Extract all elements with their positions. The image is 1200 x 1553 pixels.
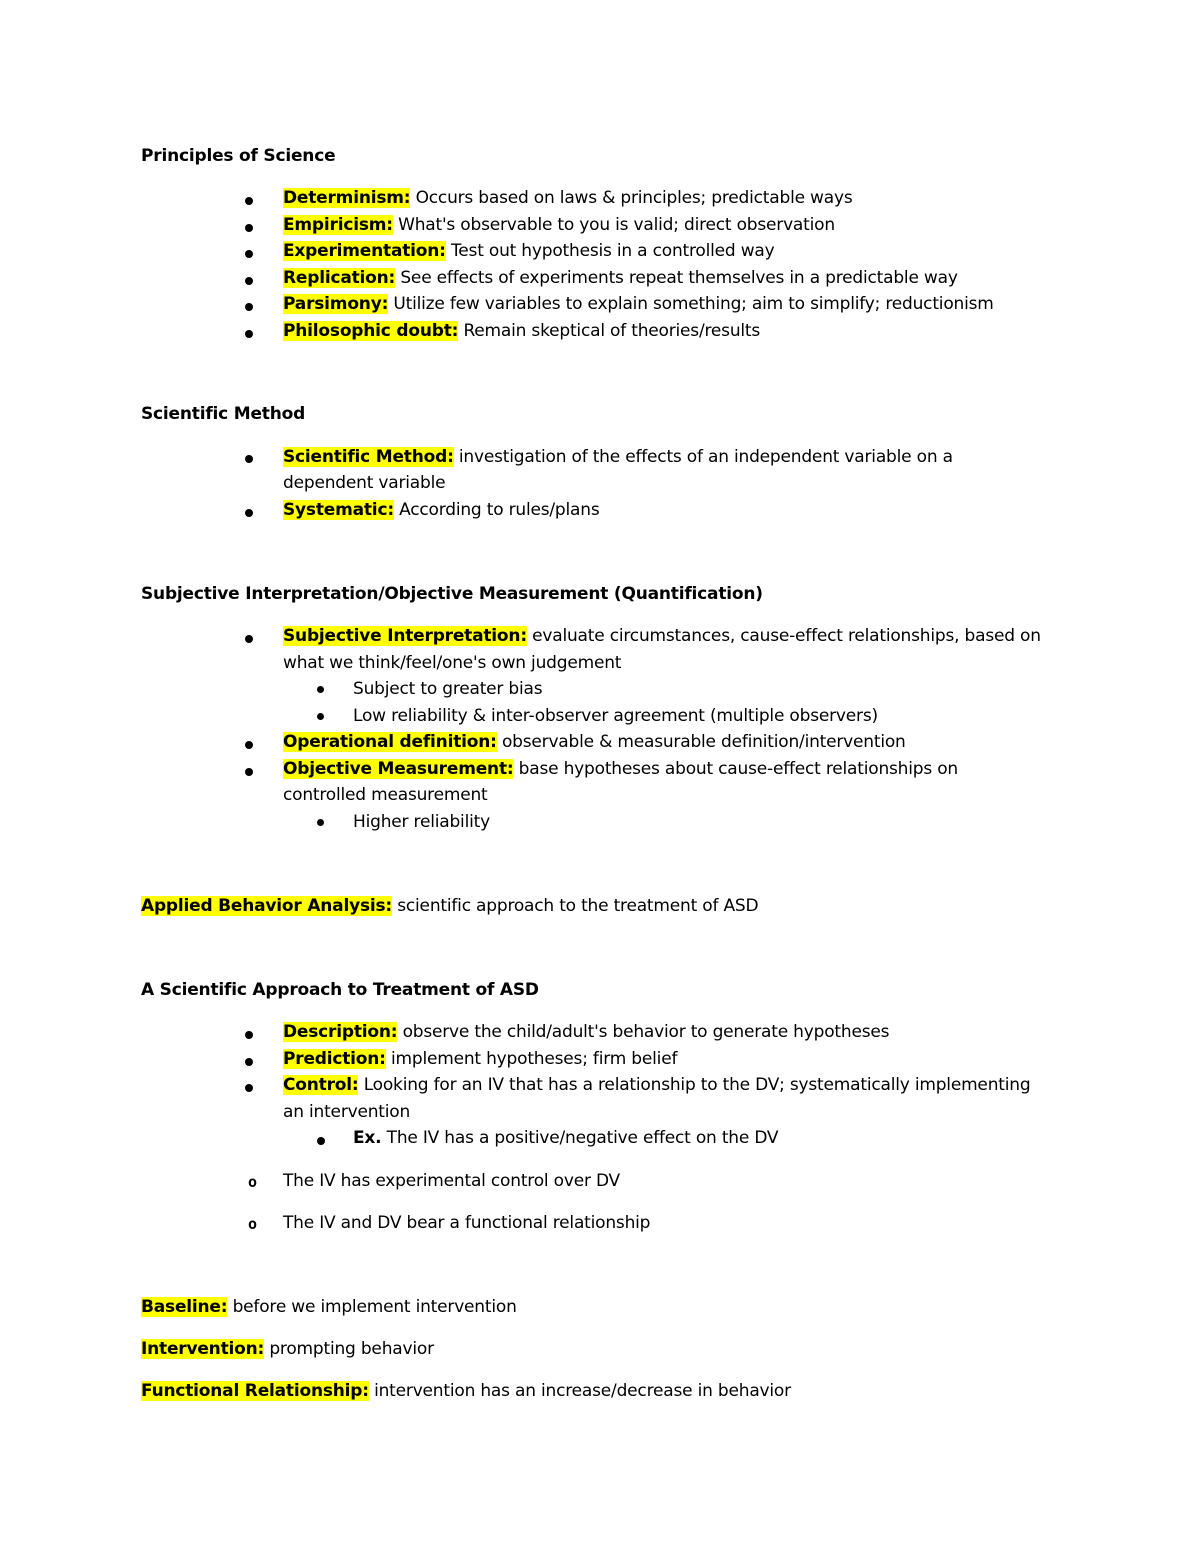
term-highlight: Control: <box>283 1075 359 1095</box>
list-item-objective-measurement <box>283 758 958 780</box>
term-highlight: Objective Measurement: <box>283 759 514 779</box>
term-highlight: Parsimony: <box>283 294 389 314</box>
term-highlight: Philosophic doubt: <box>283 321 459 341</box>
list-item-systematic <box>283 499 600 521</box>
bullet-icon <box>245 303 253 311</box>
term-highlight: Subjective Interpretation: <box>283 626 527 646</box>
item-text: Looking for an IV that has a relationship to the DV; systematically implementing <box>358 1075 1031 1095</box>
term-highlight: Prediction: <box>283 1049 386 1069</box>
term-highlight: Applied Behavior Analysis: <box>141 896 393 916</box>
bullet-icon <box>245 741 253 749</box>
section-title-scientific-approach: A Scientific Approach to Treatment of ASD <box>141 980 539 1000</box>
term-highlight: Replication: <box>283 268 396 288</box>
list-item-determinism <box>283 187 853 209</box>
bullet-icon <box>245 509 253 517</box>
list-item-control <box>283 1074 1030 1096</box>
o-list-item: The IV has experimental control over DV <box>283 1171 620 1191</box>
sub-list-item-example <box>353 1127 778 1149</box>
bullet-icon <box>245 197 253 205</box>
example-label: Ex. <box>353 1128 382 1148</box>
list-item-empiricism <box>283 214 835 236</box>
bullet-icon <box>245 250 253 258</box>
section-title-principles: Principles of Science <box>141 146 336 166</box>
item-text: before we implement intervention <box>227 1297 517 1317</box>
term-highlight: Experimentation: <box>283 241 446 261</box>
term-highlight: Determinism: <box>283 188 411 208</box>
term-highlight: Empiricism: <box>283 215 393 235</box>
list-item-philosophic-doubt <box>283 320 760 342</box>
bullet-icon <box>245 1058 253 1066</box>
bullet-icon <box>245 277 253 285</box>
list-item-operational-definition <box>283 731 906 753</box>
term-highlight: Operational definition: <box>283 732 497 752</box>
item-text: investigation of the effects of an independent variable on a <box>453 447 953 467</box>
list-item-continuation: dependent variable <box>283 473 446 493</box>
bullet-icon <box>245 1084 253 1092</box>
item-text: See effects of experiments repeat themselves in a predictable way <box>395 268 958 288</box>
bullet-icon <box>317 1137 325 1145</box>
sub-bullet-icon <box>317 819 324 826</box>
term-highlight: Baseline: <box>141 1297 228 1317</box>
list-item-continuation: controlled measurement <box>283 785 488 805</box>
item-text: According to rules/plans <box>393 500 600 520</box>
bullet-icon <box>245 224 253 232</box>
list-item-prediction <box>283 1048 677 1070</box>
term-highlight: Scientific Method: <box>283 447 454 467</box>
list-item-experimentation <box>283 240 775 262</box>
list-item-subjective-interpretation <box>283 625 1041 647</box>
section-title-subjective-objective: Subjective Interpretation/Objective Measurement (Quantification) <box>141 584 763 604</box>
o-list-item: The IV and DV bear a functional relationship <box>283 1213 651 1233</box>
list-item-continuation: an intervention <box>283 1102 411 1122</box>
definition-baseline <box>141 1296 517 1318</box>
sub-list-item: Subject to greater bias <box>353 679 543 699</box>
item-text: Remain skeptical of theories/results <box>458 321 761 341</box>
list-item-scientific-method <box>283 446 953 468</box>
list-item-continuation: what we think/feel/one's own judgement <box>283 653 622 673</box>
item-text: evaluate circumstances, cause-effect relationships, based on <box>526 626 1041 646</box>
item-text: What's observable to you is valid; direct observation <box>392 215 835 235</box>
o-bullet-icon: o <box>248 1173 258 1191</box>
definition-intervention <box>141 1338 434 1360</box>
item-text: observable & measurable definition/intervention <box>496 732 906 752</box>
bullet-icon <box>245 635 253 643</box>
bullet-icon <box>245 768 253 776</box>
item-text: intervention has an increase/decrease in behavior <box>368 1381 791 1401</box>
list-item-replication <box>283 267 958 289</box>
item-text: The IV has a positive/negative effect on the DV <box>381 1128 779 1148</box>
section-title-scientific-method: Scientific Method <box>141 404 306 424</box>
sub-list-item: Higher reliability <box>353 812 490 832</box>
item-text: prompting behavior <box>264 1339 434 1359</box>
term-highlight: Intervention: <box>141 1339 265 1359</box>
item-text: scientific approach to the treatment of ASD <box>392 896 759 916</box>
definition-aba <box>141 895 758 917</box>
item-text: implement hypotheses; firm belief <box>385 1049 678 1069</box>
item-text: Test out hypothesis in a controlled way <box>445 241 775 261</box>
list-item-description <box>283 1021 889 1043</box>
list-item-parsimony <box>283 293 994 315</box>
sub-list-item: Low reliability & inter-observer agreement (multiple observers) <box>353 706 878 726</box>
sub-bullet-icon <box>317 713 324 720</box>
o-bullet-icon: o <box>248 1215 258 1233</box>
item-text: Utilize few variables to explain something; aim to simplify; reductionism <box>388 294 994 314</box>
item-text: observe the child/adult's behavior to generate hypotheses <box>397 1022 890 1042</box>
term-highlight: Systematic: <box>283 500 394 520</box>
bullet-icon <box>245 330 253 338</box>
definition-functional-relationship <box>141 1380 791 1402</box>
bullet-icon <box>245 455 253 463</box>
sub-bullet-icon <box>317 686 324 693</box>
term-highlight: Description: <box>283 1022 398 1042</box>
item-text: base hypotheses about cause-effect relationships on <box>513 759 959 779</box>
bullet-icon <box>245 1031 253 1039</box>
item-text: Occurs based on laws & principles; predictable ways <box>410 188 853 208</box>
term-highlight: Functional Relationship: <box>141 1381 369 1401</box>
